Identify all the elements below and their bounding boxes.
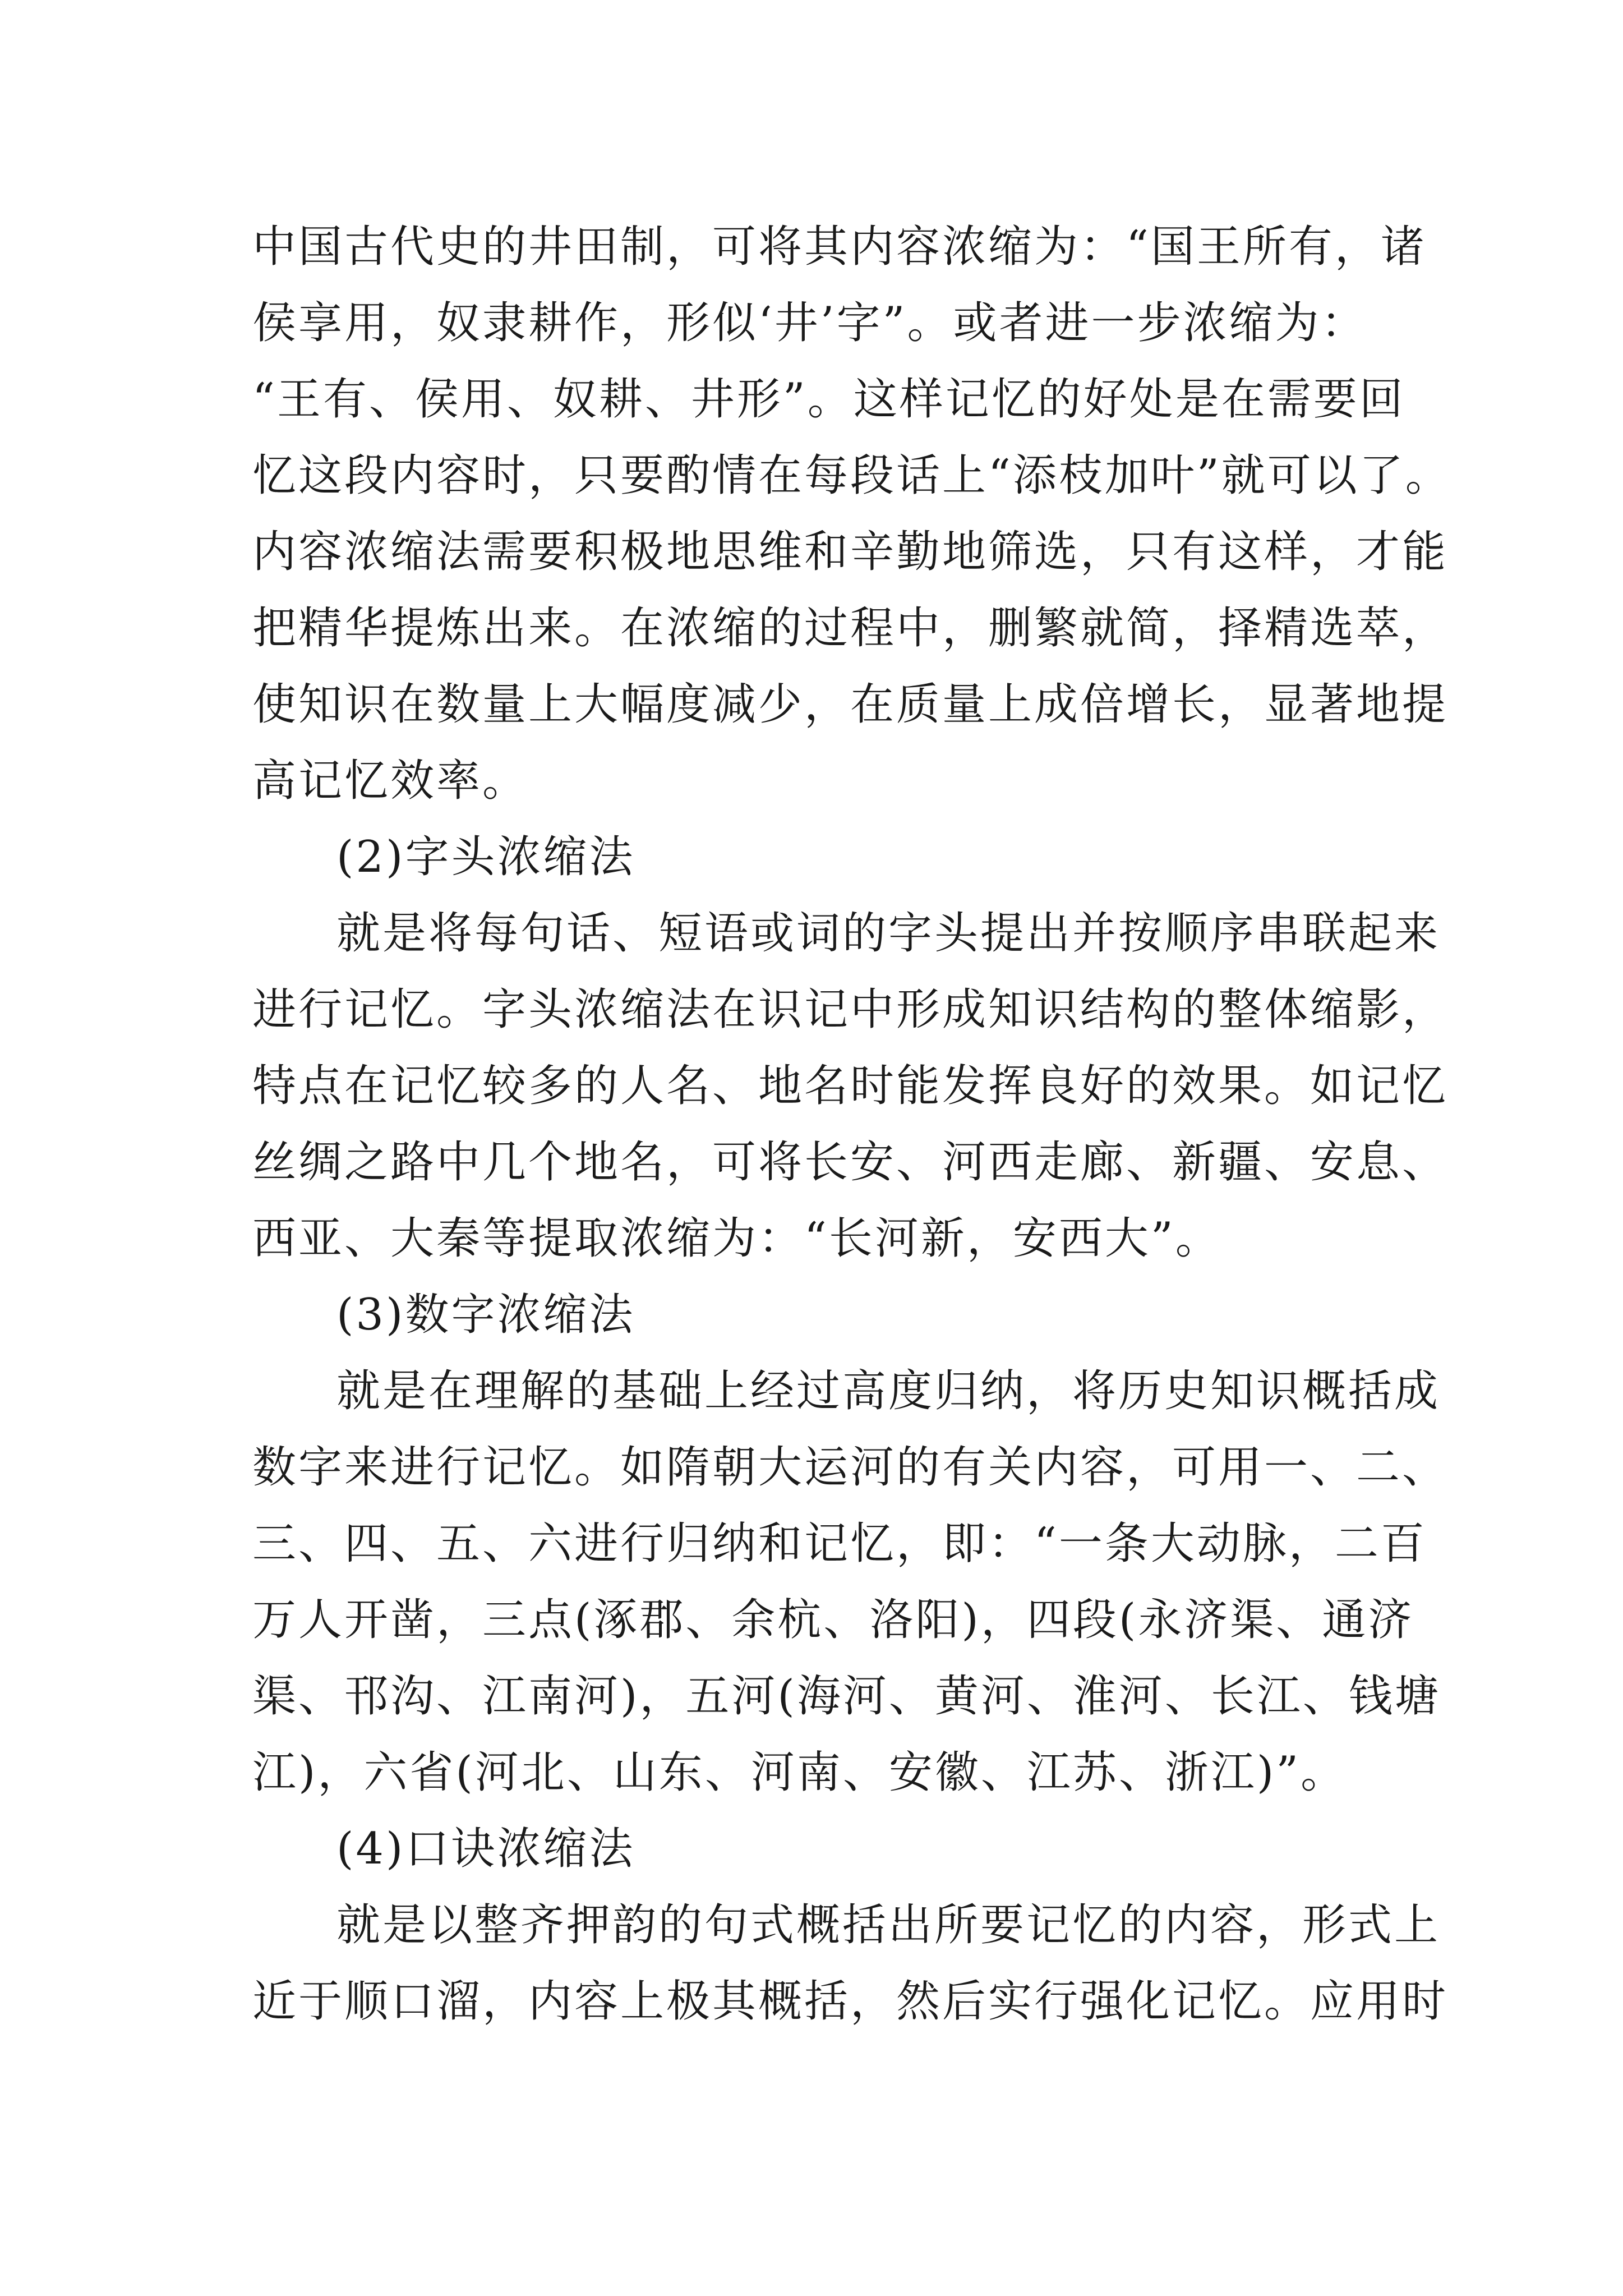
section-heading: (3)数字浓缩法: [336, 1290, 635, 1340]
text-line: 江)，六省(河北、山东、河南、安徽、江苏、浙江)”。: [252, 1747, 1347, 1798]
text-line: 把精华提炼出来。在浓缩的过程中，删繁就简，择精选萃，: [252, 603, 1449, 654]
text-line: 高记忆效率。: [252, 756, 529, 806]
text-line: 侯享用，奴隶耕作，形似‘井’字”。或者进一步浓缩为：: [252, 298, 1367, 348]
text-line: “王有、侯用、奴耕、井形”。这样记忆的好处是在需要回: [252, 374, 1405, 425]
text-line: 万人开凿，三点(涿郡、余杭、洛阳)，四段(永济渠、通济: [252, 1595, 1414, 1645]
text-line: 就是在理解的基础上经过高度归纳，将历史知识概括成: [336, 1366, 1441, 1416]
text-line: 内容浓缩法需要积极地思维和辛勤地筛选，只有这样，才能: [252, 527, 1449, 577]
text-line: 渠、邗沟、江南河)，五河(海河、黄河、淮河、长江、钱塘: [252, 1671, 1441, 1722]
text-line: 三、四、五、六进行归纳和记忆，即：“一条大动脉，二百: [252, 1519, 1427, 1569]
section-heading: (2)字头浓缩法: [336, 832, 635, 882]
text-line: 中国古代史的井田制，可将其内容浓缩为：“国王所有，诸: [252, 222, 1427, 272]
text-line: 就是以整齐押韵的句式概括出所要记忆的内容，形式上: [336, 1900, 1441, 1950]
text-line: 进行记忆。字头浓缩法在识记中形成知识结构的整体缩影，: [252, 984, 1449, 1035]
section-heading: (4)口诀浓缩法: [336, 1824, 635, 1874]
text-line: 西亚、大秦等提取浓缩为：“长河新，安西大”。: [252, 1213, 1221, 1264]
text-line: 忆这段内容时，只要酌情在每段话上“添枝加叶”就可以了。: [252, 450, 1451, 501]
text-line: 数字来进行记忆。如隋朝大运河的有关内容，可用一、二、: [252, 1442, 1449, 1493]
text-line: 使知识在数量上大幅度减少，在质量上成倍增长，显著地提: [252, 679, 1449, 730]
text-line: 近于顺口溜，内容上极其概括，然后实行强化记忆。应用时: [252, 1976, 1449, 2027]
text-line: 特点在记忆较多的人名、地名时能发挥良好的效果。如记忆: [252, 1061, 1449, 1111]
text-line: 丝绸之路中几个地名，可将长安、河西走廊、新疆、安息、: [252, 1137, 1449, 1188]
text-line: 就是将每句话、短语或词的字头提出并按顺序串联起来: [336, 908, 1441, 959]
